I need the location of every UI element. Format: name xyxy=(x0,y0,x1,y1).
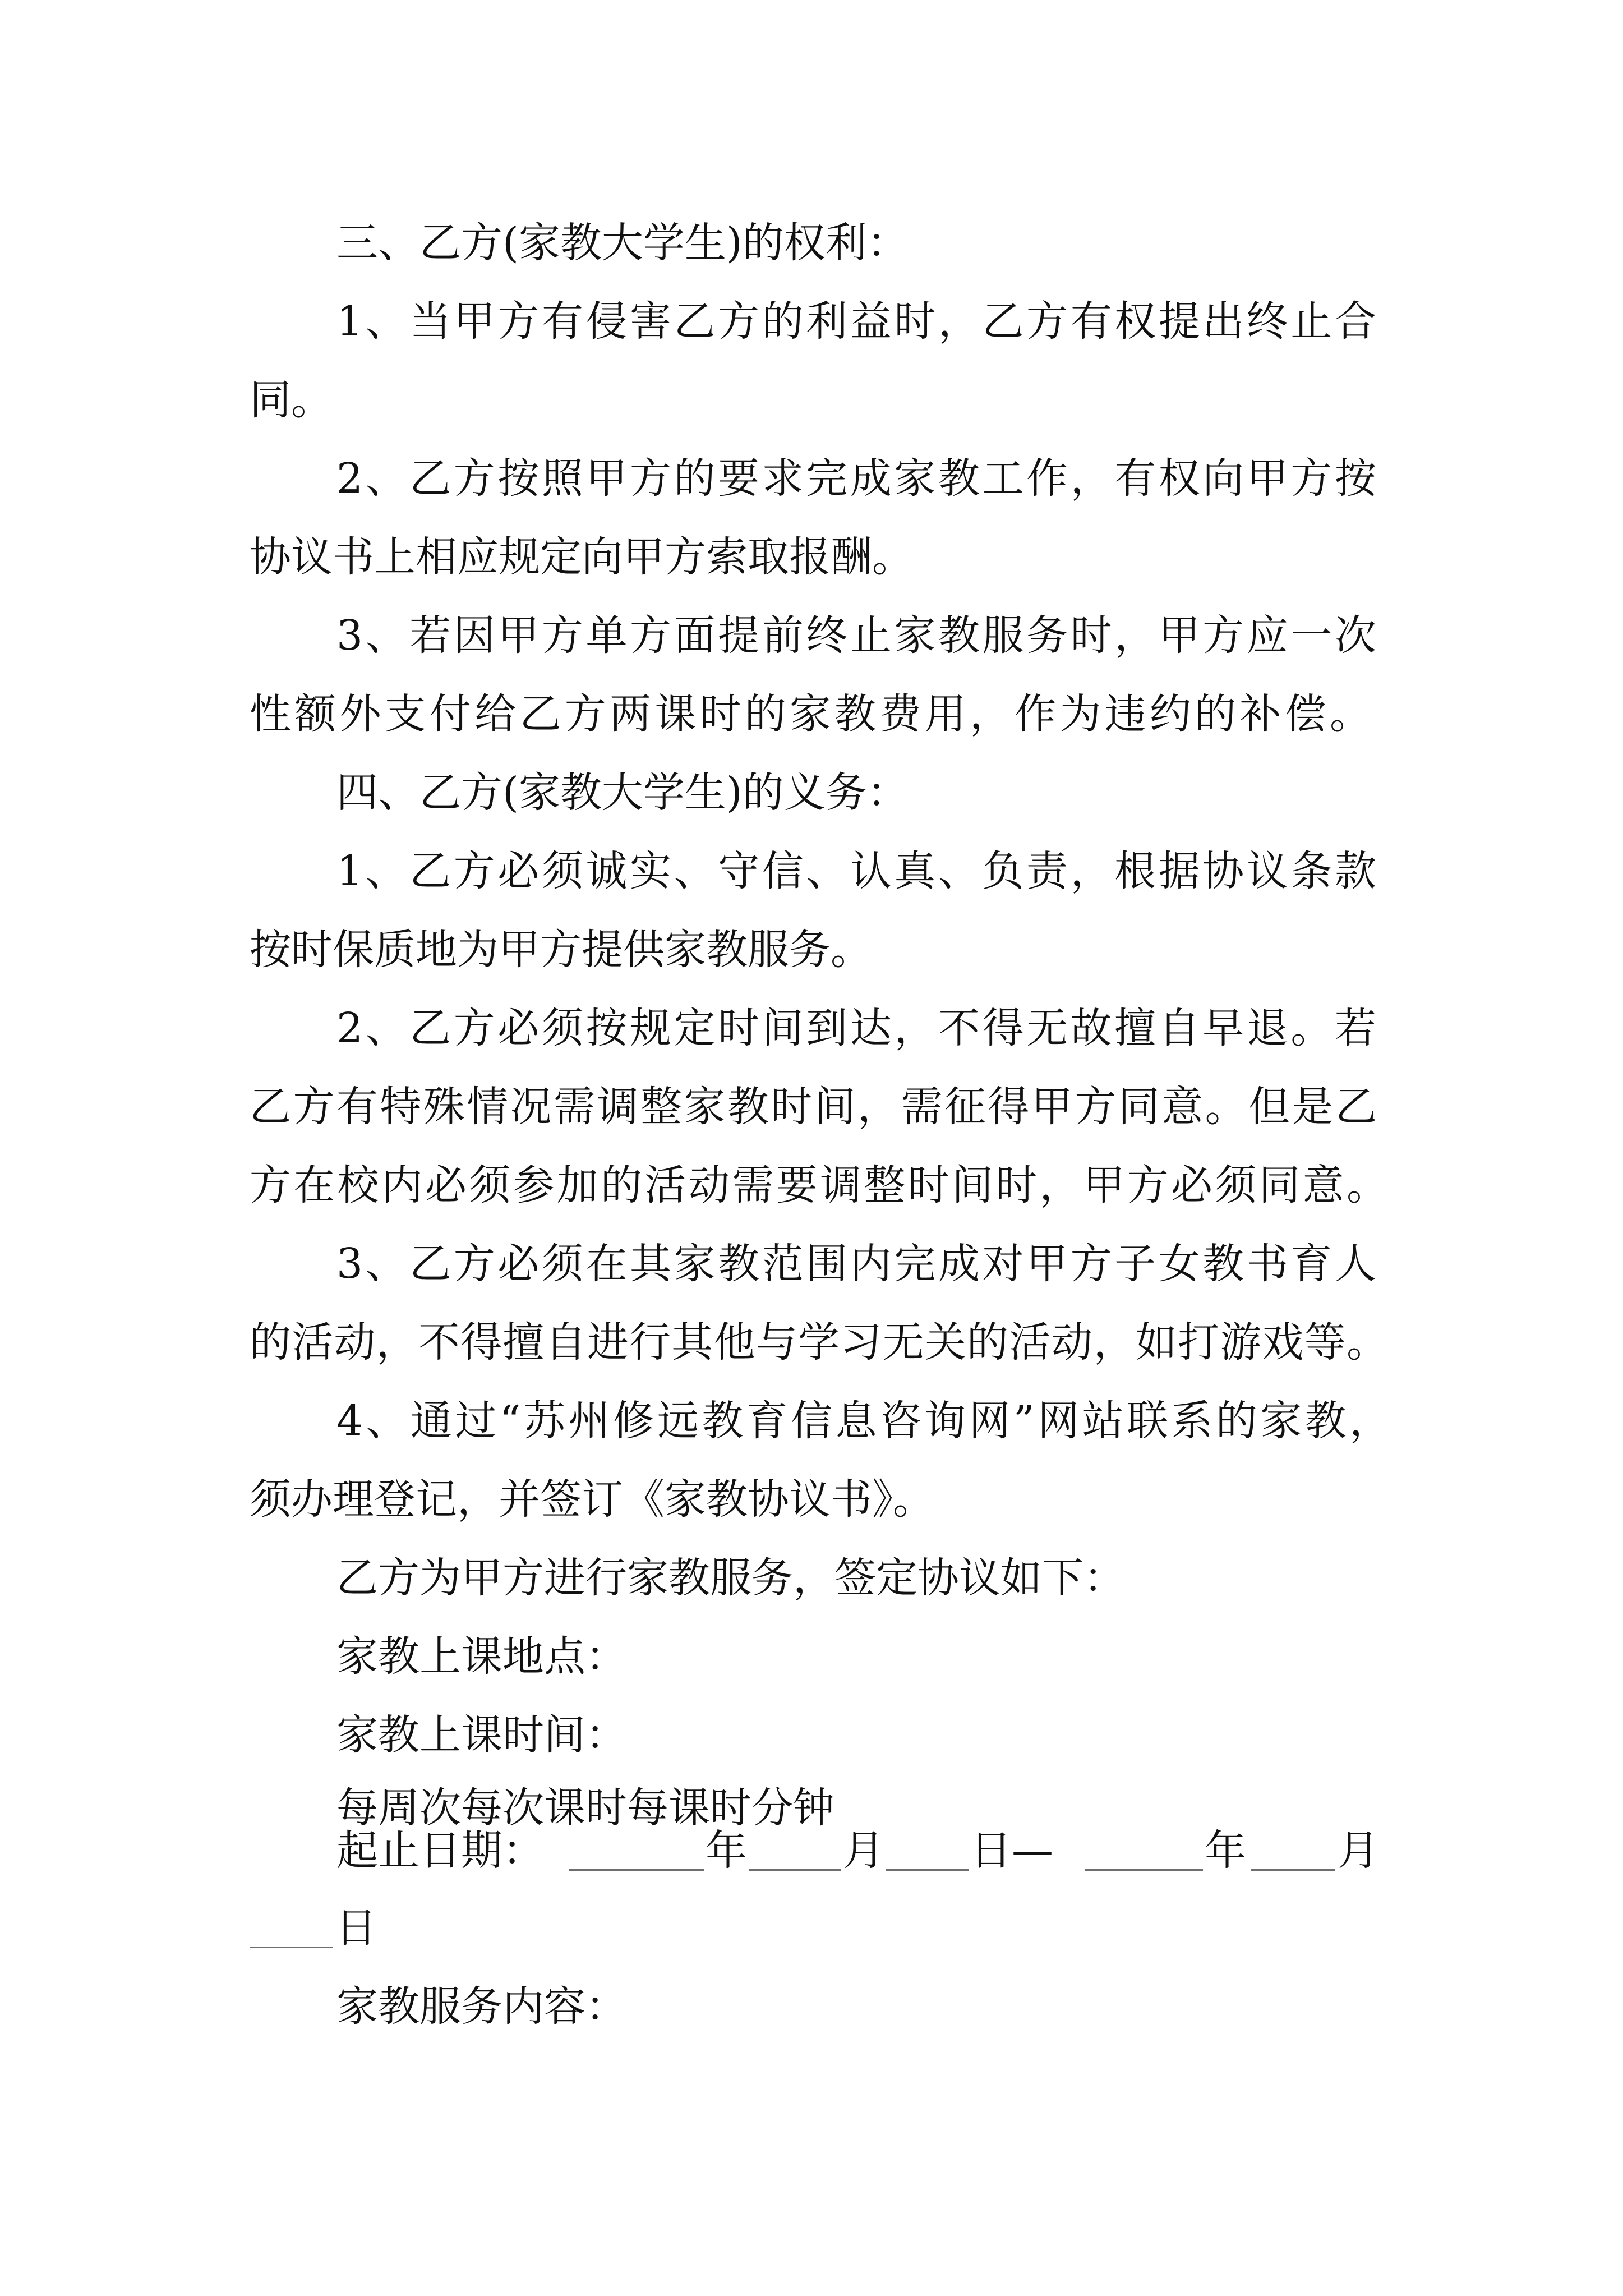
paragraph-line: 3、乙方必须在其家教范围内完成对甲方子女教书育人 xyxy=(336,1240,1376,1288)
start-month-blank xyxy=(749,1869,841,1871)
paragraph-line: 1、当甲方有侵害乙方的利益时，乙方有权提出终止合 xyxy=(336,297,1376,346)
start-day-unit: 日— xyxy=(970,1826,1053,1875)
start-year-unit: 年 xyxy=(706,1826,747,1875)
paragraph-line: 同。 xyxy=(250,376,333,424)
start-month-unit: 月 xyxy=(843,1826,884,1875)
end-day-blank xyxy=(250,1947,333,1948)
paragraph-line: 2、乙方必须按规定时间到达，不得无故擅自早退。若 xyxy=(336,1004,1376,1052)
section-heading-duties: 四、乙方(家教大学生)的义务： xyxy=(336,769,909,817)
agreement-intro: 乙方为甲方进行家教服务，签定协议如下： xyxy=(336,1554,1125,1602)
paragraph-line: 须办理登记，并签订《家教协议书》。 xyxy=(250,1475,934,1524)
end-month-unit: 月 xyxy=(1338,1826,1379,1875)
end-year-unit: 年 xyxy=(1205,1826,1246,1875)
lesson-location-label: 家教上课地点： xyxy=(336,1632,627,1681)
paragraph-line: 按时保质地为甲方提供家教服务。 xyxy=(250,926,872,974)
paragraph-line: 性额外支付给乙方两课时的家教费用，作为违约的补偿。 xyxy=(250,690,1371,738)
paragraph-line: 的活动，不得擅自进行其他与学习无关的活动，如打游戏等。 xyxy=(250,1318,1388,1366)
paragraph-line: 2、乙方按照甲方的要求完成家教工作，有权向甲方按 xyxy=(336,454,1376,503)
date-range-label: 起止日期： xyxy=(336,1826,544,1875)
end-year-blank xyxy=(1085,1869,1203,1871)
paragraph-line: 1、乙方必须诚实、守信、认真、负责，根据协议条款 xyxy=(336,847,1376,895)
paragraph-line: 方在校内必须参加的活动需要调整时间时，甲方必须同意。 xyxy=(250,1161,1388,1209)
service-content-label: 家教服务内容： xyxy=(336,1982,627,2031)
end-day-unit: 日 xyxy=(335,1904,377,1952)
start-day-blank xyxy=(886,1869,969,1871)
paragraph-line: 3、若因甲方单方面提前终止家教服务时，甲方应一次 xyxy=(336,611,1376,660)
lesson-frequency-line: 每周次每次课时每课时分钟 xyxy=(336,1784,834,1832)
start-year-blank xyxy=(569,1869,704,1871)
paragraph-line: 4、通过“苏州修远教育信息咨询网”网站联系的家教， xyxy=(336,1397,1391,1445)
paragraph-line: 协议书上相应规定向甲方索取报酬。 xyxy=(250,533,914,581)
lesson-time-label: 家教上课时间： xyxy=(336,1711,627,1759)
section-heading-rights: 三、乙方(家教大学生)的权利： xyxy=(336,219,909,267)
end-month-blank xyxy=(1251,1869,1335,1871)
paragraph-line: 乙方有特殊情况需调整家教时间，需征得甲方同意。但是乙 xyxy=(250,1083,1377,1131)
